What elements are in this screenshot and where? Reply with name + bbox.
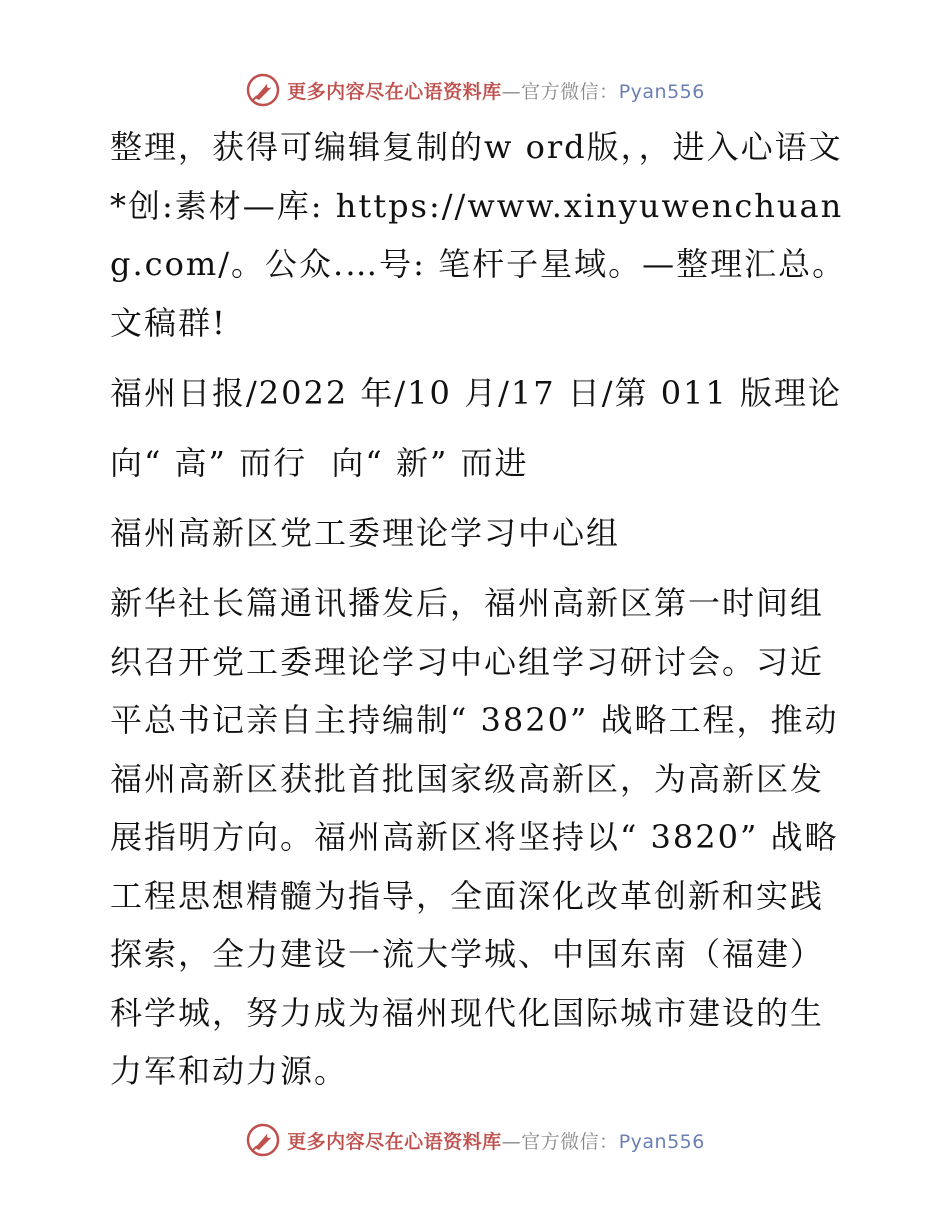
header-banner-text bbox=[287, 77, 705, 104]
footer-banner-wechat-id: Pyan556 bbox=[618, 1130, 705, 1153]
intro-paragraph: 整理，获得可编辑复制的w ord版，，进入心语文*创:素材—库: https://www.xinyuwenchuang.com/。公众.…号: 笔杆子星域。—整理汇总。文稿群! bbox=[110, 128, 847, 342]
source-line: 福州日报/2022 年/10 月/17 日/第 011 版理论 bbox=[110, 374, 842, 412]
footer-banner-site: 更多内容尽在心语资料库 bbox=[287, 1130, 502, 1153]
article-title: 向“ 高” 而行 向“ 新” 而进 bbox=[110, 444, 529, 482]
footer-banner bbox=[0, 1118, 950, 1162]
header-banner-dash: — bbox=[501, 80, 522, 103]
document-body bbox=[98, 118, 850, 1101]
header-banner-wechat-label: 官方微信： bbox=[521, 80, 619, 103]
pen-nib-logo-icon bbox=[245, 72, 281, 108]
footer-banner-dash: — bbox=[501, 1130, 522, 1153]
header-banner bbox=[0, 68, 950, 112]
header-banner-site: 更多内容尽在心语资料库 bbox=[287, 80, 502, 103]
pen-nib-logo-icon bbox=[245, 1122, 281, 1158]
header-banner-wechat-id: Pyan556 bbox=[618, 80, 705, 103]
author-line: 福州高新区党工委理论学习中心组 bbox=[110, 514, 621, 552]
footer-banner-wechat-label: 官方微信： bbox=[521, 1130, 619, 1153]
footer-banner-text bbox=[287, 1127, 705, 1154]
body-paragraph-1: 新华社长篇通讯播发后，福州高新区第一时间组织召开党工委理论学习中心组学习研讨会。习近平总书记亲自主持编制“ 3820” 战略工程，推动福州高新区获批首批国家级高新区，为高新区发展指明方向。福州高新区将坚持以“ 3820” 战略工程思想精髓为指导，全面深化改革创新和实践探索，全力建设一流大学城、中国东南（福建）科学城，努力成为福州现代化国际城市建设的生力军和动力源。 bbox=[110, 584, 839, 1090]
